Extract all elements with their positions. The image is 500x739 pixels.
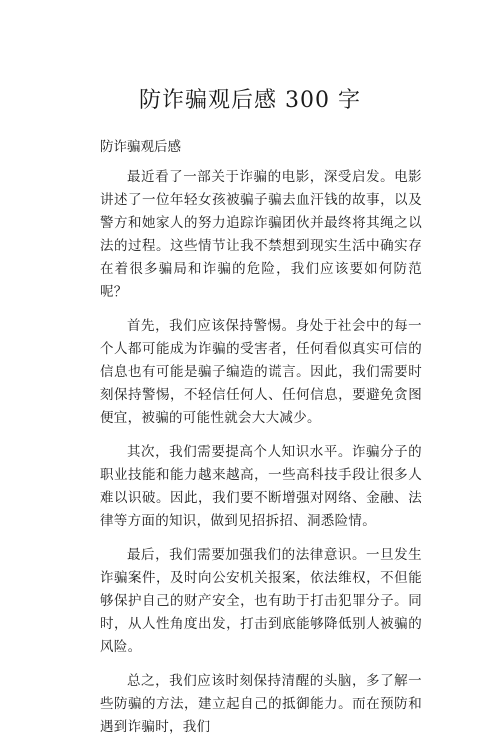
paragraph-intro: 最近看了一部关于诈骗的电影，深受启发。电影讲述了一位年轻女孩被骗子骗去血汗钱的故事，以及警方和她家人的努力追踪诈骗团伙并最终将其绳之以法的过程。这些情节让我不禁想到现实生活中确实存在着很多骗局和诈骗的危险，我们应该要如何防范呢？ xyxy=(100,169,422,300)
document-subtitle: 防诈骗观后感 xyxy=(100,139,181,155)
page-title: 防诈骗观后感 300 字 xyxy=(139,88,361,113)
paragraph-third-point: 最后，我们需要加强我们的法律意识。一旦发生诈骗案件，及时向公安机关报案，依法维权，不但能够保护自己的财产安全，也有助于打击犯罪分子。同时，从人性角度出发，打击到底能够降低别人被骗的风险。 xyxy=(100,547,422,655)
paragraph-conclusion: 总之，我们应该时刻保持清醒的头脑，多了解一些防骗的方法，建立起自己的抵御能力。而在预防和遇到诈骗时，我们 xyxy=(100,673,422,735)
paragraph-second-point: 其次，我们需要提高个人知识水平。诈骗分子的职业技能和能力越来越高，一些高科技手段让很多人难以识破。因此，我们要不断增强对网络、金融、法律等方面的知识，做到见招拆招、洞悉险情。 xyxy=(100,444,422,529)
paragraph-first-point: 首先，我们应该保持警惕。身处于社会中的每一个人都可能成为诈骗的受害者，任何看似真实可信的信息也有可能是骗子编造的谎言。因此，我们需要时刻保持警惕，不轻信任何人、任何信息，要避免贪图便宜，被骗的可能性就会大大减少。 xyxy=(100,318,422,426)
